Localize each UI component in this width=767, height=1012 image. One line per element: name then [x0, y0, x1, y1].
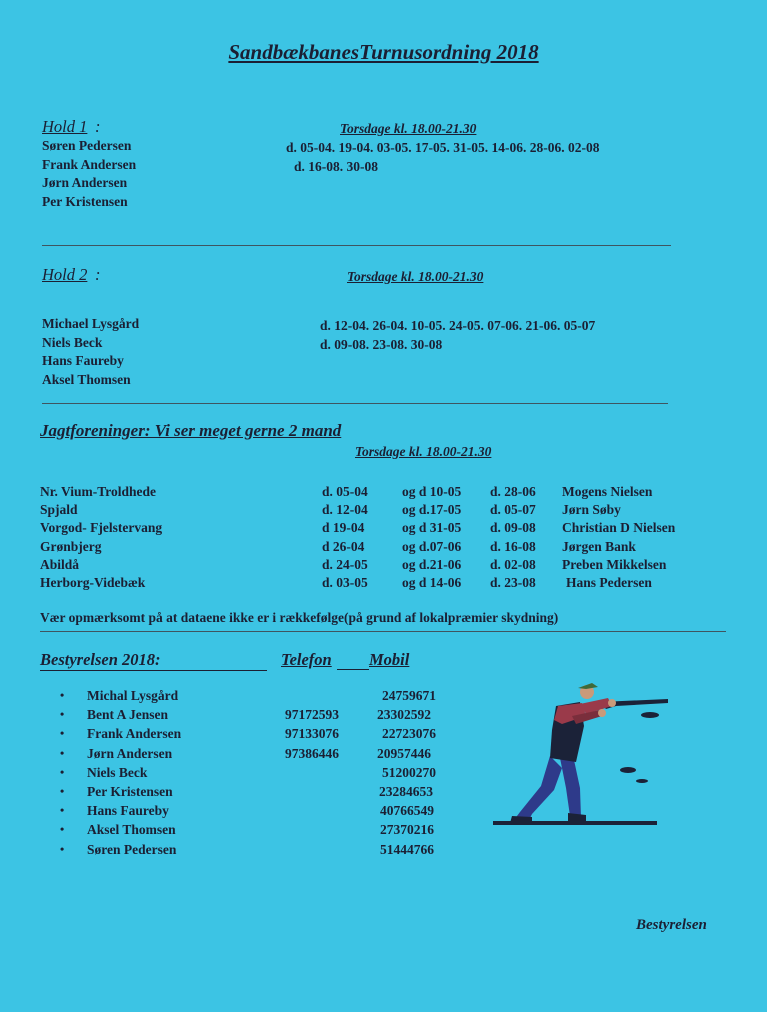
hold2-dates: [320, 317, 595, 354]
member-phone: 97133076: [285, 726, 339, 742]
date-1: d. 12-04: [322, 502, 368, 518]
member-name: Jørn Andersen: [87, 745, 173, 761]
member-name: Bent A Jensen: [87, 707, 169, 723]
date-line: d. 09-08. 23-08. 30-08: [320, 336, 443, 352]
member-mobile: 22723076: [382, 726, 436, 742]
signature: Bestyrelsen: [636, 917, 707, 933]
hold2-heading: [42, 265, 87, 285]
board-heading-text: Bestyrelsen 2018:: [40, 650, 161, 669]
hold1-time: Torsdage kl. 18.00-21.30: [340, 121, 477, 136]
date-line: d. 12-04. 26-04. 10-05. 24-05. 07-06. 21-06. 05-07: [320, 318, 596, 333]
hold1-members: [42, 137, 136, 211]
date-1: d 26-04: [322, 538, 365, 554]
bullet-icon: •: [60, 726, 65, 741]
member-name: Søren Pedersen: [42, 138, 132, 153]
date-line: d. 05-04. 19-04. 03-05. 17-05. 31-05. 14-06. 28-06. 02-08: [286, 140, 600, 155]
date-3: d. 23-08: [490, 574, 536, 590]
bullet-icon: •: [60, 707, 65, 722]
contact-name: Preben Mikkelsen: [562, 556, 667, 572]
hold2-colon: :: [95, 265, 101, 284]
bullet-icon: •: [60, 803, 65, 818]
date-3: d. 28-06: [490, 484, 536, 499]
member-name: Aksel Thomsen: [42, 371, 131, 387]
contact-name: Jørgen Bank: [562, 538, 636, 554]
member-name: Per Kristensen: [87, 783, 173, 799]
member-name: Per Kristensen: [42, 193, 128, 209]
divider: [42, 403, 668, 404]
date-2: og d 31-05: [402, 520, 462, 536]
date-2: og d 14-06: [402, 574, 462, 590]
page-title: SandbækbanesTurnusordning 2018: [228, 40, 539, 64]
board-heading: [40, 650, 267, 671]
bullet-icon: •: [60, 783, 65, 798]
member-name: Michal Lysgård: [87, 688, 179, 703]
date-3: d. 09-08: [490, 520, 536, 536]
club-name: Spjald: [40, 502, 78, 518]
member-mobile: 40766549: [380, 803, 434, 819]
col-phone-header: Telefon: [281, 650, 332, 669]
contact-name: Christian D Nielsen: [562, 520, 676, 536]
member-name: Aksel Thomsen: [87, 822, 176, 838]
club-name: Grønbjerg: [40, 538, 102, 554]
hold1-colon: :: [95, 117, 101, 136]
member-name: Michael Lysgård: [42, 316, 140, 331]
member-mobile: 23284653: [379, 783, 433, 799]
hold2-time: Torsdage kl. 18.00-21.30: [347, 269, 484, 284]
date-3: d. 05-07: [490, 502, 536, 518]
bullet-icon: •: [60, 688, 65, 702]
col-mobile-header: Mobil: [369, 650, 410, 669]
bullet-icon: •: [60, 764, 65, 779]
member-name: Hans Faureby: [42, 353, 124, 368]
member-mobile: 27370216: [380, 822, 434, 838]
contact-name: Jørn Søby: [562, 502, 621, 518]
divider: [42, 245, 671, 246]
header-underline: [337, 669, 369, 670]
bullet-icon: •: [60, 745, 65, 760]
member-mobile: 51200270: [382, 764, 436, 780]
hold1-dates: [286, 139, 599, 176]
member-mobile: 20957446: [377, 745, 431, 761]
hold2-label: Hold 2: [42, 265, 88, 284]
date-2: og d.07-06: [402, 538, 462, 554]
bullet-icon: •: [60, 841, 65, 856]
date-1: d. 05-04: [322, 484, 368, 499]
member-name: Jørn Andersen: [42, 175, 128, 190]
hold1-heading: [42, 117, 87, 137]
contact-name: Hans Pedersen: [566, 574, 652, 590]
member-mobile: 24759671: [382, 688, 436, 703]
hold2-members: [42, 315, 139, 389]
member-name: Hans Faureby: [87, 803, 169, 819]
date-3: d. 16-08: [490, 538, 536, 554]
member-mobile: 51444766: [380, 841, 434, 857]
shooter-icon: [488, 676, 673, 832]
date-1: d 19-04: [322, 520, 365, 536]
club-name: Vorgod- Fjelstervang: [40, 520, 163, 536]
club-name: Nr. Vium-Troldhede: [40, 484, 157, 499]
hold1-label: Hold 1: [42, 117, 88, 136]
date-1: d. 03-05: [322, 574, 368, 590]
date-2: og d.21-06: [402, 556, 462, 572]
date-2: og d 10-05: [402, 484, 462, 499]
member-name: Frank Andersen: [42, 156, 137, 172]
member-name: Niels Beck: [87, 764, 148, 780]
member-name: Niels Beck: [42, 334, 103, 350]
member-name: Frank Andersen: [87, 726, 182, 742]
order-note: Vær opmærksomt på at dataene ikke er i rækkefølge(på grund af lokalpræmier skydning): [40, 610, 559, 625]
jagt-heading: Jagtforeninger: Vi ser meget gerne 2 mand: [40, 421, 342, 440]
bullet-icon: •: [60, 822, 65, 837]
member-phone: 97172593: [285, 707, 339, 723]
date-3: d. 02-08: [490, 556, 536, 572]
divider: [40, 631, 726, 632]
date-2: og d.17-05: [402, 502, 462, 518]
club-name: Herborg-Videbæk: [40, 574, 146, 590]
club-name: Abildå: [40, 556, 80, 572]
date-line: d. 16-08. 30-08: [294, 158, 378, 174]
member-mobile: 23302592: [377, 707, 431, 723]
date-1: d. 24-05: [322, 556, 368, 572]
jagt-time: Torsdage kl. 18.00-21.30: [355, 444, 492, 459]
member-name: Søren Pedersen: [87, 841, 177, 857]
contact-name: Mogens Nielsen: [562, 484, 653, 499]
member-phone: 97386446: [285, 745, 339, 761]
